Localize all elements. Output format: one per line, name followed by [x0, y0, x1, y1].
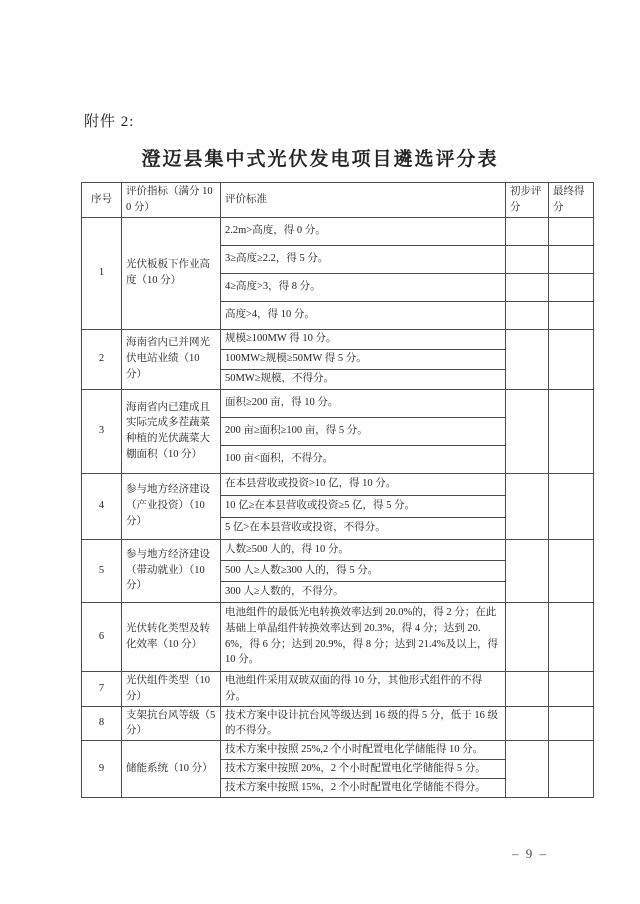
- criteria-cell: 人数≥500 人的，得 10 分。: [221, 539, 506, 560]
- header-indicator: 评价指标（满分 100 分）: [122, 183, 221, 218]
- criteria-cell: 4≥高度>3，得 8 分。: [221, 273, 506, 301]
- indicator-cell: 参与地方经济建设（产业投资）（10 分）: [122, 473, 221, 539]
- table-row: [82, 329, 594, 349]
- indicator-cell: 海南省内已并网光伏电站业绩（10 分）: [122, 329, 221, 389]
- header-preliminary-score: 初步评分: [506, 183, 549, 218]
- indicator-cell: 光伏组件类型（10 分）: [122, 671, 221, 706]
- table-row: [82, 473, 594, 495]
- final-score-cell: [549, 602, 594, 671]
- table-row: [82, 741, 594, 760]
- table-row: [82, 389, 594, 417]
- indicator-cell: 支架抗台风等级（5 分）: [122, 706, 221, 741]
- table-row: [82, 539, 594, 560]
- row-index: 4: [82, 473, 122, 539]
- indicator-cell: 光伏转化类型及转化效率（10 分）: [122, 602, 221, 671]
- final-score-cell: [549, 706, 594, 741]
- page-title: 澄迈县集中式光伏发电项目遴选评分表: [141, 149, 499, 170]
- final-score-cell: [549, 217, 594, 245]
- preliminary-score-cell: [506, 706, 549, 741]
- indicator-cell: 参与地方经济建设（带动就业）（10 分）: [122, 539, 221, 602]
- criteria-cell: 在本县营收或投资>10 亿，得 10 分。: [221, 473, 506, 495]
- preliminary-score-cell: [506, 245, 549, 273]
- row-index: 3: [82, 389, 122, 473]
- criteria-cell: 10 亿≥在本县营收或投资≥5 亿，得 5 分。: [221, 495, 506, 517]
- preliminary-score-cell: [506, 539, 549, 602]
- preliminary-score-cell: [506, 602, 549, 671]
- criteria-cell: 200 亩≥面积≥100 亩，得 5 分。: [221, 417, 506, 445]
- criteria-cell: 100 亩<面积，不得分。: [221, 445, 506, 473]
- preliminary-score-cell: [506, 301, 549, 329]
- final-score-cell: [549, 273, 594, 301]
- criteria-cell: 5 亿>在本县营收或投资，不得分。: [221, 517, 506, 539]
- table-row: [82, 706, 594, 741]
- final-score-cell: [549, 671, 594, 706]
- criteria-cell: 3≥高度≥2.2，得 5 分。: [221, 245, 506, 273]
- criteria-cell: 技术方案中按照 25%,2 个小时配置电化学储能得 10 分。: [221, 741, 506, 760]
- preliminary-score-cell: [506, 741, 549, 798]
- criteria-cell: 电池组件采用双玻双面的得 10 分，其他形式组件的不得分。: [221, 671, 506, 706]
- row-index: 2: [82, 329, 122, 389]
- preliminary-score-cell: [506, 389, 549, 473]
- criteria-cell: 500 人≥人数≥300 人的，得 5 分。: [221, 560, 506, 581]
- row-index: 5: [82, 539, 122, 602]
- table-row: [82, 602, 594, 671]
- row-index: 9: [82, 741, 122, 798]
- preliminary-score-cell: [506, 329, 549, 389]
- indicator-cell: 海南省内已建成且实际完成多茬蔬菜种植的光伏蔬菜大棚面积（10 分）: [122, 389, 221, 473]
- final-score-cell: [549, 301, 594, 329]
- preliminary-score-cell: [506, 671, 549, 706]
- header-criteria: 评价标准: [221, 183, 506, 218]
- indicator-cell: 储能系统（10 分）: [122, 741, 221, 798]
- preliminary-score-cell: [506, 217, 549, 245]
- criteria-cell: 100MW≥规模≥50MW 得 5 分。: [221, 349, 506, 369]
- row-index: 8: [82, 706, 122, 741]
- criteria-cell: 2.2m>高度，得 0 分。: [221, 217, 506, 245]
- row-index: 7: [82, 671, 122, 706]
- criteria-cell: 技术方案中按照 20%，2 个小时配置电化学储能得 5 分。: [221, 760, 506, 779]
- scoring-table: [81, 182, 594, 798]
- final-score-cell: [549, 389, 594, 473]
- criteria-cell: 规模≥100MW 得 10 分。: [221, 329, 506, 349]
- table-row: [82, 217, 594, 245]
- header-index: 序号: [82, 183, 122, 218]
- criteria-cell: 高度>4，得 10 分。: [221, 301, 506, 329]
- preliminary-score-cell: [506, 273, 549, 301]
- criteria-cell: 300 人≥人数的，不得分。: [221, 581, 506, 602]
- table-row: [82, 671, 594, 706]
- final-score-cell: [549, 329, 594, 389]
- preliminary-score-cell: [506, 473, 549, 539]
- row-index: 6: [82, 602, 122, 671]
- criteria-cell: 50MW≥规模，不得分。: [221, 369, 506, 389]
- table-header-row: [82, 183, 594, 218]
- final-score-cell: [549, 539, 594, 602]
- criteria-cell: 面积≥200 亩，得 10 分。: [221, 389, 506, 417]
- final-score-cell: [549, 473, 594, 539]
- criteria-cell: 技术方案中设计抗台风等级达到 16 级的得 5 分，低于 16 级的不得分。: [221, 706, 506, 741]
- attachment-label: 附件 2:: [84, 114, 135, 130]
- final-score-cell: [549, 741, 594, 798]
- row-index: 1: [82, 217, 122, 329]
- header-final-score: 最终得分: [549, 183, 594, 218]
- criteria-cell: 电池组件的最低光电转换效率达到 20.0%的，得 2 分；在此基础上单晶组件转换效率达到 20.3%，得 4 分；达到 20.6%，得 6 分；达到 20.9%，得 8 分；达到 21.4%及以上，得 10 分。: [221, 602, 506, 671]
- criteria-cell: 技术方案中按照 15%，2 个小时配置电化学储能不得分。: [221, 779, 506, 798]
- final-score-cell: [549, 245, 594, 273]
- indicator-cell: 光伏板板下作业高度（10 分）: [122, 217, 221, 329]
- page-number: – 9 –: [512, 846, 548, 861]
